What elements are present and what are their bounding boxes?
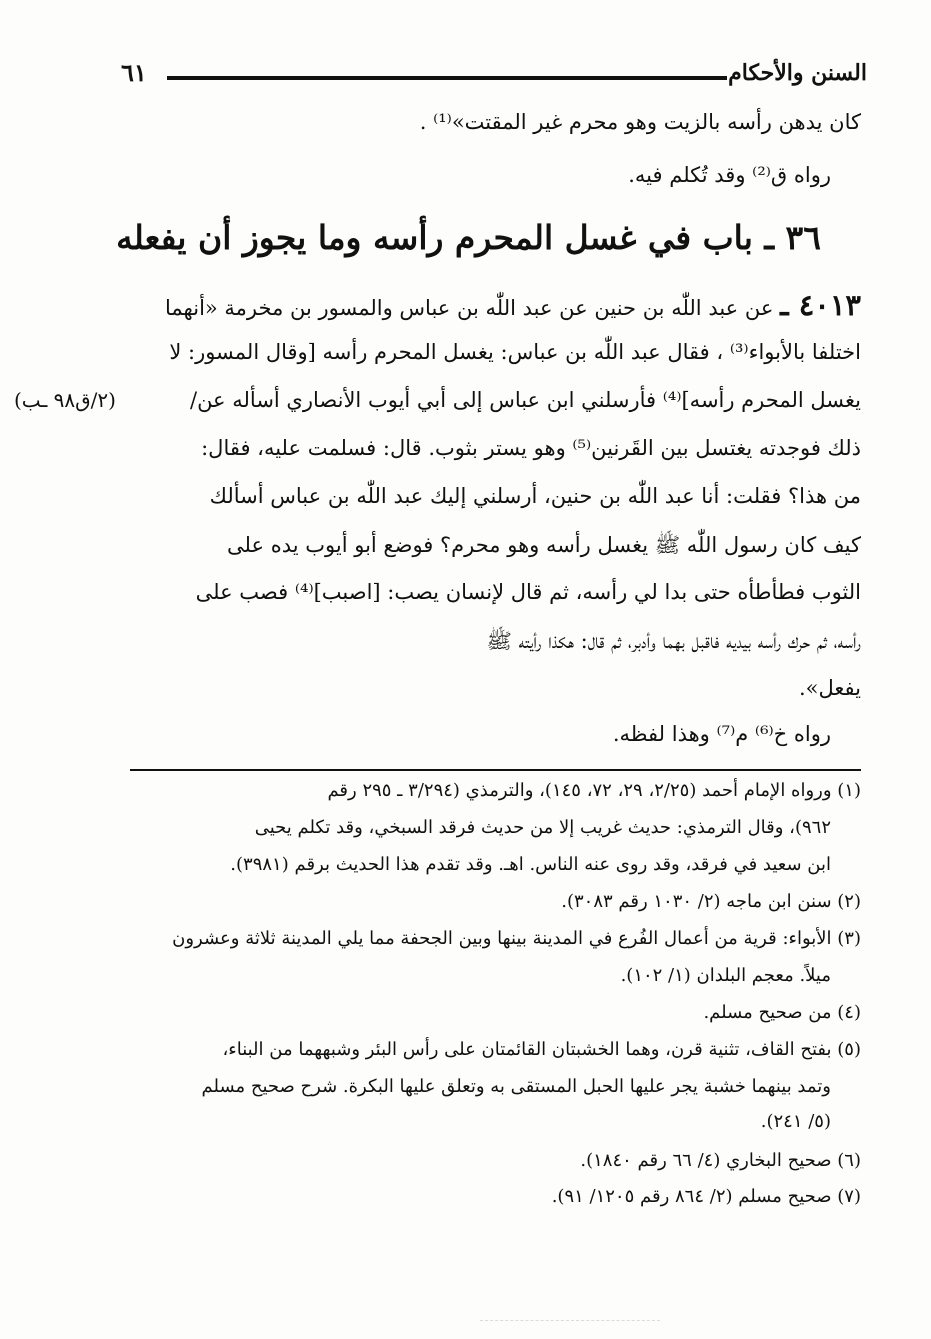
footnote-line: وتمد بينهما خشبة يجر عليها الحبل المستقى به وتعلق عليها البكرة. شرح صحيح مسلم [201,1076,831,1097]
chapter-title: ٣٦ ـ باب في غسل المحرم رأسه وما يجوز أن يفعله [116,218,821,257]
page-header [115,58,867,98]
hadith-text: عن عبد اللّٰه بن حنين عن عبد اللّٰه بن عباس والمسور بن مخرمة «أنهما [165,296,774,320]
hadith-line: كيف كان رسول اللّٰه ﷺ يغسل رأسه وهو محرم؟ فوضع أبو أيوب يده على [227,533,861,557]
hadith-line: يفعل». [798,676,861,700]
hadith-line: ذلك فوجدته يغتسل بين القَرنين⁽⁵⁾ وهو يستر بثوب. قال: فسلمت عليه، فقال: [201,436,861,460]
footnote-line: ابن سعيد في فرقد، وقد روى عنه الناس. اهـ. وقد تقدم هذا الحديث برقم (٣٩٨١). [230,854,831,875]
footnote-line: (٧) صحيح مسلم (٢/ ٨٦٤ رقم ١٢٠٥/ ٩١). [551,1186,861,1207]
header-rule [167,76,727,80]
running-title: السنن والأحكام [728,60,867,86]
footnote-line: (٣) الأبواء: قرية من أعمال الفُرع في المدينة بينها وبين الجحفة مما يلي المدينة ثلاثة وعشرون [172,928,861,949]
hadith-source: رواه خ⁽⁶⁾ م⁽⁷⁾ وهذا لفظه. [612,722,831,746]
text-line: رواه ق⁽²⁾ وقد تُكلم فيه. [628,163,831,187]
page-number: ٦١ [121,58,147,87]
hadith-number: ٤٠١٣ ـ [780,288,861,322]
margin-manuscript-reference: (٢/ق٩٨ ـب) [14,388,116,412]
scan-smudge [480,1320,660,1335]
footnote-line: (٥) بفتح القاف، تثنية قرن، وهما الخشبتان القائمتان على رأس البئر وشبههما من البناء، [222,1039,861,1060]
hadith-line: اختلفا بالأبواء⁽³⁾ ، فقال عبد اللّٰه بن عباس: يغسل المحرم رأسه [وقال المسور: لا [169,340,861,364]
hadith-line: الثوب فطأطأه حتى بدا لي رأسه، ثم قال لإنسان يصب: [اصبب]⁽⁴⁾ فصب على [195,580,861,604]
footnote-line: (٦) صحيح البخاري (٤/ ٦٦ رقم ١٨٤٠). [580,1150,861,1171]
hadith-line: رأسه، ثم حرك رأسه بيديه فاقبل بهما وأدبر، ثم قال: هكذا رأيته ﷺ [486,629,861,653]
text-line: كان يدهن رأسه بالزيت وهو محرم غير المقتت»⁽¹⁾ . [419,110,861,134]
hadith-line: يغسل المحرم رأسه]⁽⁴⁾ فأرسلني ابن عباس إلى أبي أيوب الأنصاري أسأله عن/ [190,388,861,412]
footnote-line: (٥/ ٢٤١). [760,1111,831,1132]
hadith-line [131,288,861,322]
footnote-separator [130,769,861,771]
footnote-line: ٩٦٢)، وقال الترمذي: حديث غريب إلا من حديث فرقد السبخي، وقد تكلم يحيى [254,817,831,838]
footnote-line: ميلاً. معجم البلدان (١/ ١٠٢). [620,965,831,986]
footnote-line: (٢) سنن ابن ماجه (٢/ ١٠٣٠ رقم ٣٠٨٣). [561,891,861,912]
hadith-line: من هذا؟ فقلت: أنا عبد اللّٰه بن حنين، أرسلني إليك عبد اللّٰه بن عباس أسألك [209,484,861,508]
footnote-line: (٤) من صحيح مسلم. [703,1002,861,1023]
footnote-line: (١) ورواه الإمام أحمد (٢/٢٥، ٢٩، ٧٢، ١٤٥)، والترمذي (٣/٢٩٤ ـ ٢٩٥ رقم [327,780,861,801]
